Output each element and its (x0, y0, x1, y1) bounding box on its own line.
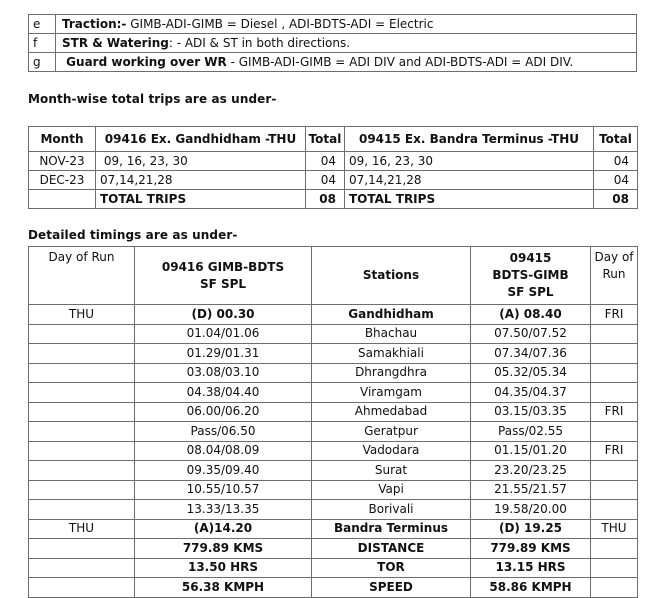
station-cell: Borivali (312, 500, 471, 520)
month-cell: DEC-23 (29, 171, 96, 190)
note-row-guard (29, 53, 637, 72)
total-trips-label-a: TOTAL TRIPS (96, 190, 306, 209)
table-row (29, 171, 638, 190)
time-09416-cell: 08.04/08.09 (135, 441, 312, 461)
day-a-cell (29, 480, 135, 500)
train-a-type: SF SPL (199, 276, 247, 291)
monthwise-heading: Month-wise total trips are as under- (28, 92, 277, 106)
timing-row (29, 558, 638, 578)
time-09415-cell: 07.50/07.52 (471, 324, 591, 344)
station-cell: Geratpur (312, 422, 471, 442)
day-a-cell (29, 441, 135, 461)
day-b-cell (591, 578, 638, 598)
station-cell: Bandra Terminus (312, 519, 471, 539)
day-a-cell (29, 578, 135, 598)
col-header-total-a: Total (306, 127, 345, 152)
total-trips-value-a: 08 (306, 190, 345, 209)
empty-cell (29, 190, 96, 209)
day-b-cell (591, 422, 638, 442)
col-header-train-a: 09416 Ex. Gandhidham -THU (96, 127, 306, 152)
time-09416-cell: 10.55/10.57 (135, 480, 312, 500)
day-b-cell: FRI (591, 441, 638, 461)
station-cell: SPEED (312, 578, 471, 598)
total-trips-label-b: TOTAL TRIPS (345, 190, 594, 209)
time-09416-cell: 779.89 KMS (135, 539, 312, 559)
time-09415-cell: 58.86 KMPH (471, 578, 591, 598)
dates-a-cell: 07,14,21,28 (96, 171, 306, 190)
time-09416-cell: Pass/06.50 (135, 422, 312, 442)
time-09415-cell: 21.55/21.57 (471, 480, 591, 500)
timing-row (29, 422, 638, 442)
day-a-cell (29, 402, 135, 422)
time-09415-cell: 13.15 HRS (471, 558, 591, 578)
total-b-cell: 04 (594, 171, 638, 190)
time-09416-cell: 03.08/03.10 (135, 363, 312, 383)
timing-row (29, 500, 638, 520)
note-body: : - ADI & ST in both directions. (168, 35, 351, 50)
day-b-cell: FRI (591, 402, 638, 422)
day-b-cell (591, 480, 638, 500)
col-header-day-of-run-b (591, 247, 638, 305)
dates-b-cell: 09, 16, 23, 30 (345, 152, 594, 171)
day-b-cell (591, 324, 638, 344)
note-body: - GIMB-ADI-GIMB = ADI DIV and ADI-BDTS-ADI = ADI DIV. (226, 54, 574, 69)
time-09416-cell: 13.50 HRS (135, 558, 312, 578)
note-label: Traction:- (62, 16, 127, 31)
timing-row (29, 480, 638, 500)
total-trips-row (29, 190, 638, 209)
day-a-cell (29, 324, 135, 344)
col-header-stations: Stations (312, 247, 471, 305)
time-09416-cell: 01.04/01.06 (135, 324, 312, 344)
note-key: f (29, 34, 56, 53)
time-09416-cell: 13.33/13.35 (135, 500, 312, 520)
station-cell: TOR (312, 558, 471, 578)
time-09415-cell: 779.89 KMS (471, 539, 591, 559)
timing-row (29, 344, 638, 364)
note-key: g (29, 53, 56, 72)
station-cell: Dhrangdhra (312, 363, 471, 383)
timing-row (29, 519, 638, 539)
station-cell: Gandhidham (312, 305, 471, 325)
day-b-cell (591, 461, 638, 481)
time-09415-cell: (A) 08.40 (471, 305, 591, 325)
train-b-route: BDTS-GIMB (492, 268, 569, 282)
note-row-traction (29, 15, 637, 34)
total-a-cell: 04 (306, 171, 345, 190)
station-cell: Ahmedabad (312, 402, 471, 422)
train-a-number: 09416 GIMB-BDTS (161, 259, 285, 274)
note-text (56, 15, 637, 34)
note-row-watering (29, 34, 637, 53)
note-key: e (29, 15, 56, 34)
day-b-cell (591, 363, 638, 383)
station-cell: Viramgam (312, 383, 471, 403)
timing-row (29, 363, 638, 383)
station-cell: Samakhiali (312, 344, 471, 364)
time-09416-cell: 56.38 KMPH (135, 578, 312, 598)
station-cell: Vadodara (312, 441, 471, 461)
day-b-cell (591, 344, 638, 364)
timing-row (29, 305, 638, 325)
day-a-cell (29, 539, 135, 559)
time-09415-cell: Pass/02.55 (471, 422, 591, 442)
day-b-cell: THU (591, 519, 638, 539)
trips-header-row (29, 127, 638, 152)
col-header-day-of-run-a: Day of Run (29, 247, 135, 305)
timing-row (29, 383, 638, 403)
col-header-total-b: Total (594, 127, 638, 152)
station-cell: Vapi (312, 480, 471, 500)
time-09415-cell: (D) 19.25 (471, 519, 591, 539)
day-a-cell (29, 344, 135, 364)
day-a-cell (29, 558, 135, 578)
day-a-cell (29, 461, 135, 481)
col-header-month: Month (29, 127, 96, 152)
day-a-cell: THU (29, 305, 135, 325)
day-a-cell (29, 363, 135, 383)
timing-row (29, 324, 638, 344)
timing-row (29, 539, 638, 559)
day-a-cell (29, 422, 135, 442)
timings-header-row (29, 247, 638, 305)
month-cell: NOV-23 (29, 152, 96, 171)
time-09415-cell: 05.32/05.34 (471, 363, 591, 383)
total-a-cell: 04 (306, 152, 345, 171)
day-b-cell (591, 383, 638, 403)
col-header-train-b: 09415 Ex. Bandra Terminus -THU (345, 127, 594, 152)
notes-table (28, 14, 637, 72)
day-b-cell: FRI (591, 305, 638, 325)
timing-row (29, 461, 638, 481)
timing-row (29, 441, 638, 461)
day-a-cell (29, 500, 135, 520)
note-text (56, 53, 637, 72)
table-row (29, 152, 638, 171)
station-cell: Bhachau (312, 324, 471, 344)
day-b-cell (591, 500, 638, 520)
note-label: Guard working over WR (62, 54, 227, 69)
time-09416-cell: (D) 00.30 (135, 305, 312, 325)
day-a-cell (29, 383, 135, 403)
time-09415-cell: 07.34/07.36 (471, 344, 591, 364)
time-09415-cell: 04.35/04.37 (471, 383, 591, 403)
note-body: GIMB-ADI-GIMB = Diesel , ADI-BDTS-ADI = Electric (126, 16, 434, 31)
time-09416-cell: 01.29/01.31 (135, 344, 312, 364)
station-cell: Surat (312, 461, 471, 481)
train-b-number: 09415 (509, 251, 552, 265)
day-a-cell: THU (29, 519, 135, 539)
dates-b-cell: 07,14,21,28 (345, 171, 594, 190)
total-trips-value-b: 08 (594, 190, 638, 209)
time-09415-cell: 03.15/03.35 (471, 402, 591, 422)
day-b-cell (591, 539, 638, 559)
day-b-cell (591, 558, 638, 578)
detailed-timings-table (28, 246, 638, 598)
note-label: STR & Watering (62, 35, 169, 50)
total-b-cell: 04 (594, 152, 638, 171)
train-b-type: SF SPL (507, 285, 554, 299)
col-header-train-09415 (471, 247, 591, 305)
timing-row (29, 402, 638, 422)
time-09416-cell: (A)14.20 (135, 519, 312, 539)
time-09415-cell: 01.15/01.20 (471, 441, 591, 461)
note-text (56, 34, 637, 53)
time-09415-cell: 19.58/20.00 (471, 500, 591, 520)
day-b-line2: Run (602, 267, 626, 281)
timing-row (29, 578, 638, 598)
time-09415-cell: 23.20/23.25 (471, 461, 591, 481)
timings-heading: Detailed timings are as under- (28, 228, 238, 242)
monthwise-trips-table (28, 126, 638, 209)
dates-a-cell: 09, 16, 23, 30 (96, 152, 306, 171)
time-09416-cell: 04.38/04.40 (135, 383, 312, 403)
day-b-line1: Day of (594, 250, 634, 264)
station-cell: DISTANCE (312, 539, 471, 559)
col-header-train-09416 (135, 247, 312, 305)
time-09416-cell: 06.00/06.20 (135, 402, 312, 422)
time-09416-cell: 09.35/09.40 (135, 461, 312, 481)
